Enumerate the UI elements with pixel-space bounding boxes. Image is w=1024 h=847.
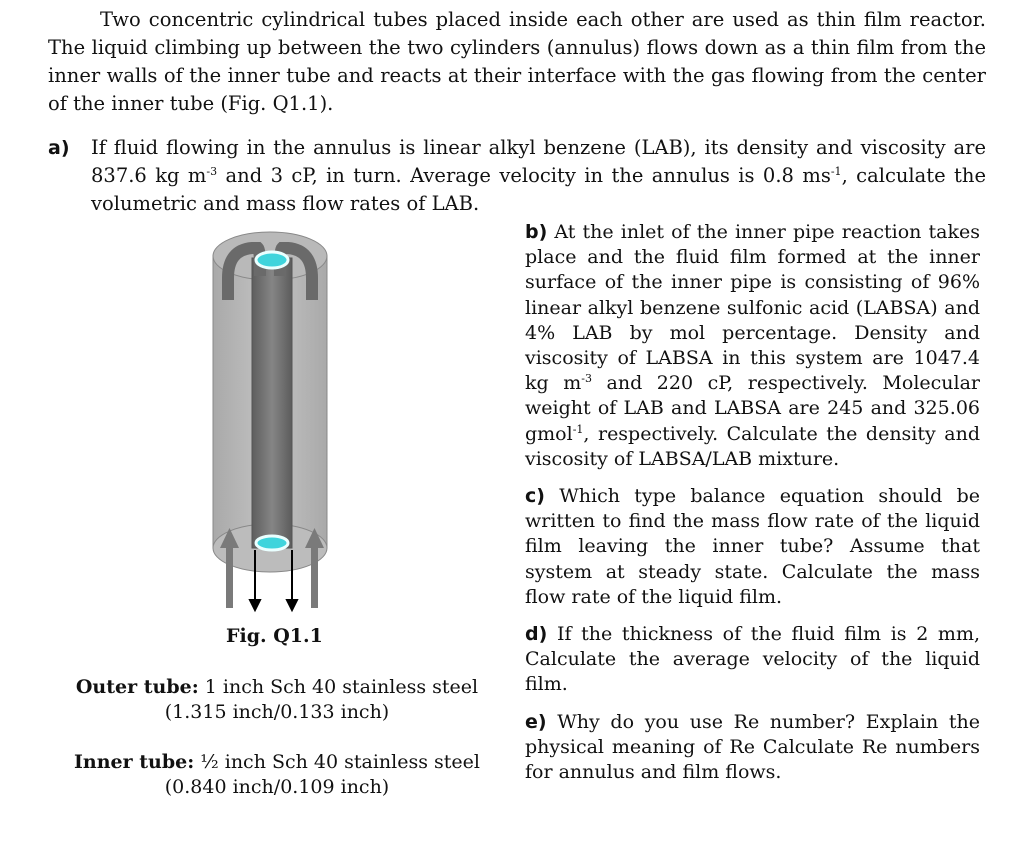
right-column-questions <box>525 220 980 797</box>
question-e-label: e) <box>525 710 547 733</box>
question-b-text-1: At the inlet of the inner pipe reaction takes place and the fluid film formed at the inner surface of the inner pipe is consisting of 96% linear alkyl benzene sulfonic acid (LABSA) and 4% LAB by mol percentage. Density and viscosity of LABSA in this system are 1047.4 kg m <box>525 221 980 395</box>
question-b-sup-2: -1 <box>572 422 584 436</box>
question-d <box>525 622 980 698</box>
question-d-text: If the thickness of the fluid film is 2 mm, Calculate the average velocity of the liquid film. <box>525 623 980 696</box>
question-a-label: a) <box>48 137 70 159</box>
question-e-text: Why do you use Re number? Explain the physical meaning of Re Calculate Re numbers for annulus and film flows. <box>525 710 980 784</box>
inner-tube-body <box>252 258 292 548</box>
question-b-sup-1: -3 <box>581 372 592 386</box>
question-b-text-3: , respectively. Calculate the density and viscosity of LABSA/LAB mixture. <box>525 422 980 470</box>
inner-tube-label: Inner tube: <box>74 751 195 773</box>
outer-tube-dims: (1.315 inch/0.133 inch) <box>164 701 390 723</box>
question-a-sup-2: -1 <box>830 165 842 178</box>
question-c <box>525 484 980 610</box>
question-c-label: c) <box>525 485 545 508</box>
question-a-sup-1: -3 <box>206 165 218 178</box>
inner-tube-bottom-opening <box>256 536 288 550</box>
outer-tube-label: Outer tube: <box>75 676 199 698</box>
inner-tube-top-opening <box>256 252 288 268</box>
question-e <box>525 710 980 786</box>
outer-tube-spec <box>42 675 512 725</box>
question-b <box>525 220 980 472</box>
question-d-label: d) <box>525 623 548 646</box>
intro-text: Two concentric cylindrical tubes placed inside each other are used as thin film reactor. The liquid climbing up between the two cylinders (annulus) flows down as a thin film from the inner walls of the inner tube and reacts at their interface with the gas flowing from the center of the inner tube (Fig. Q1.1). <box>48 8 986 115</box>
question-a-text-3: , calculate the volumetric and mass flow rates of LAB. <box>91 164 986 215</box>
question-a-text-2: and 3 cP, in turn. Average velocity in the annulus is 0.8 ms <box>217 164 831 187</box>
question-a-text-1: If fluid flowing in the annulus is linear alkyl benzene (LAB), its density and viscosity are 837.6 kg m <box>91 136 986 187</box>
question-a <box>48 134 986 218</box>
outer-tube-desc: 1 inch Sch 40 stainless steel <box>198 676 479 698</box>
concentric-tube-figure <box>200 228 340 618</box>
question-b-text-2: and 220 cP, respectively. Molecular weight of LAB and LABSA are 245 and 325.06 gmol <box>525 372 981 445</box>
inner-tube-dims: (0.840 inch/0.109 inch) <box>164 776 390 798</box>
question-b-label: b) <box>525 221 548 243</box>
figure-caption: Fig. Q1.1 <box>226 625 323 647</box>
question-a-text <box>91 134 986 218</box>
intro-paragraph <box>48 6 986 118</box>
inner-tube-spec <box>42 750 512 800</box>
inner-tube-desc: ½ inch Sch 40 stainless steel <box>194 751 480 773</box>
question-c-text: Which type balance equation should be written to find the mass flow rate of the liquid film leaving the inner tube? Assume that system at steady state. Calculate the mass flow rate of the liquid film. <box>525 485 980 608</box>
